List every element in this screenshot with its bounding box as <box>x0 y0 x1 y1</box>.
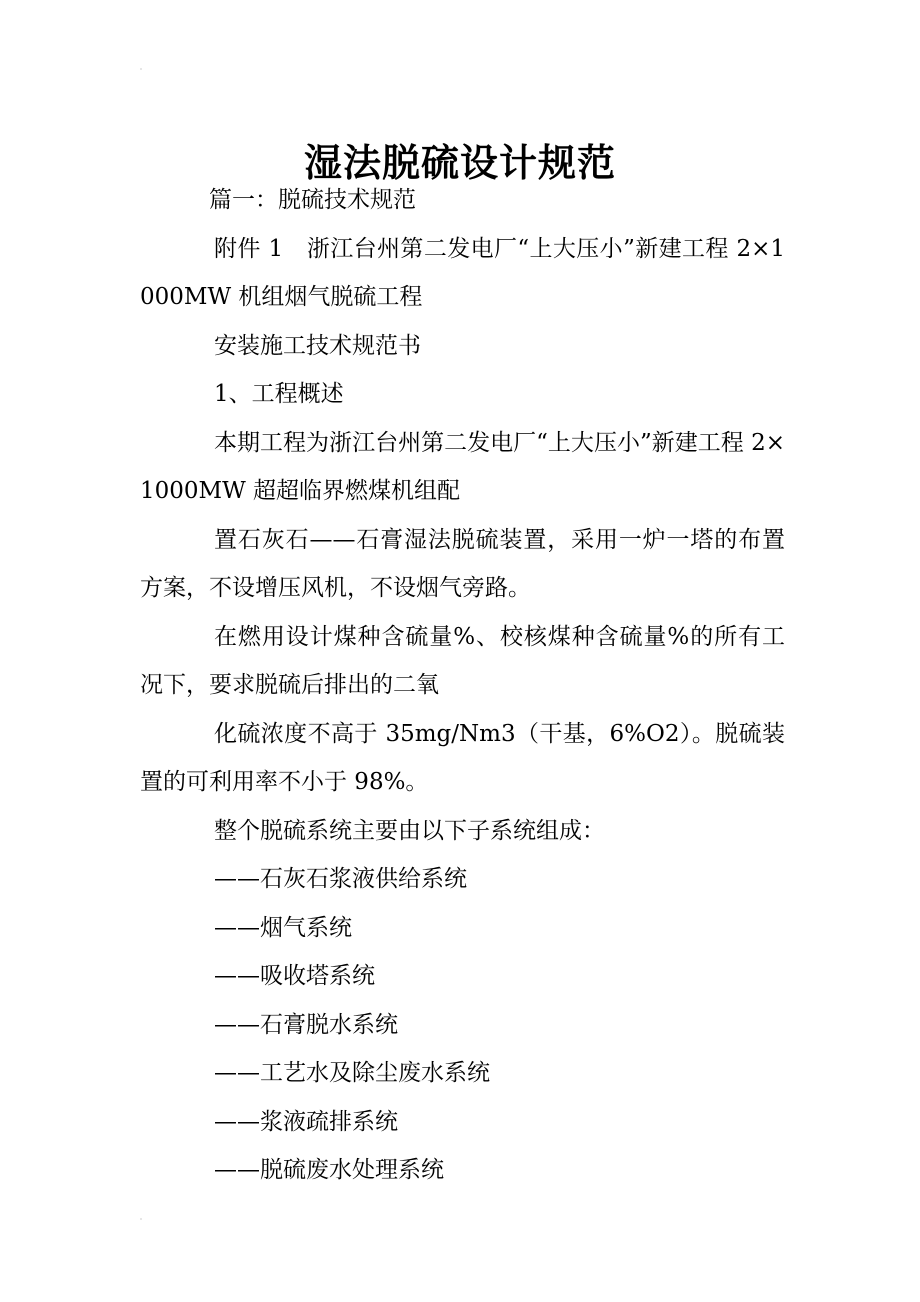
paragraph: 附件 1 浙江台州第二发电厂“上大压小”新建工程 2×1000MW 机组烟气脱硫工程 <box>140 235 785 310</box>
document-title: 湿法脱硫设计规范 <box>303 140 616 186</box>
list-item: ——石灰石浆液供给系统 <box>214 866 467 892</box>
paragraph: 安装施工技术规范书 <box>214 332 421 359</box>
list-item: ——脱硫废水处理系统 <box>214 1157 444 1183</box>
subsection-heading: 1、工程概述 <box>214 381 344 407</box>
paragraph: 整个脱硫系统主要由以下子系统组成： <box>214 817 605 844</box>
section-heading: 篇一：脱硫技术规范 <box>209 187 416 213</box>
paragraph: 化硫浓度不高于 35mg/Nm3（干基，6%O2）。脱硫装置的可利用率不小于 98%。 <box>140 720 785 795</box>
paragraph: 本期工程为浙江台州第二发电厂“上大压小”新建工程 2×1000MW 超超临界燃煤机组配 <box>140 429 785 504</box>
list-item: ——工艺水及除尘废水系统 <box>214 1060 490 1086</box>
document-body <box>140 176 785 1195</box>
scan-speck <box>140 68 142 70</box>
scan-speck <box>140 1218 142 1220</box>
list-item: ——浆液疏排系统 <box>214 1108 398 1135</box>
paragraph: 在燃用设计煤种含硫量%、校核煤种含硫量%的所有工况下，要求脱硫后排出的二氧 <box>140 623 785 698</box>
list-item: ——吸收塔系统 <box>214 963 375 989</box>
list-item: ——石膏脱水系统 <box>214 1011 398 1038</box>
list-item: ——烟气系统 <box>214 914 352 941</box>
paragraph: 置石灰石——石膏湿法脱硫装置，采用一炉一塔的布置方案，不设增压风机，不设烟气旁路。 <box>140 526 785 601</box>
